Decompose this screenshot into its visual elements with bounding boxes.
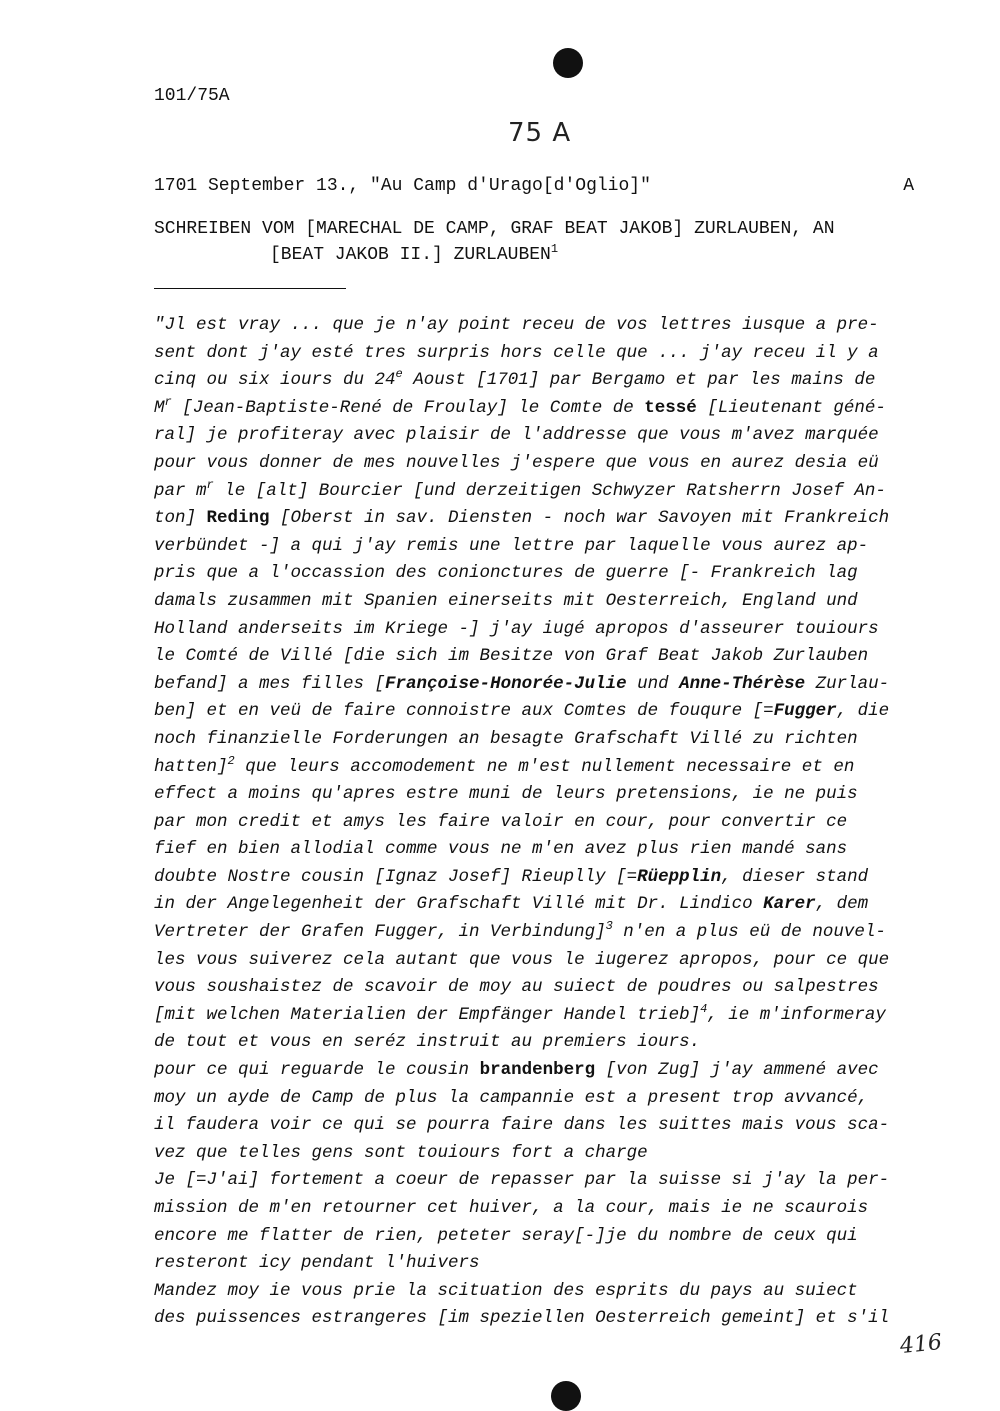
footnote-marker: 1 — [550, 242, 559, 256]
date-place: 1701 September 13., "Au Camp d'Urago[d'Oglio]" — [154, 176, 651, 196]
punch-hole-bottom — [551, 1381, 581, 1411]
body-line: des puissences estrangeres [im speziellen Oesterreich gemeint] et s'il — [154, 1308, 890, 1329]
body-line: par mon credit et amys les faire valoir en cour, pour convertir ce — [154, 811, 848, 832]
body-line: mission de m'en retourner cet huiver, a la cour, mais ie ne scaurois — [154, 1198, 869, 1218]
body-line: cinq ou six iours du 24e Aoust [1701] par Bergamo et par les mains de — [154, 367, 876, 391]
handwritten-folio: 416 — [898, 1329, 944, 1360]
heading-line-1: SCHREIBEN VOM [MARECHAL DE CAMP, GRAF BEAT JAKOB] ZURLAUBEN, AN — [154, 219, 835, 239]
document-reference: 101/75A — [154, 86, 230, 106]
letter-heading — [154, 216, 924, 268]
body-line: ben] et en veü de faire connoistre aux Comtes de fouqure [=Fugger, die — [154, 701, 890, 722]
heading-line-2 — [154, 242, 924, 268]
body-line: noch finanzielle Forderungen an besagte Grafschaft Villé zu richten — [154, 728, 858, 749]
body-line: Vertreter der Grafen Fugger, in Verbindung]$^3$ n'en a plus eü de nouvel- — [154, 919, 886, 943]
punch-hole-top — [553, 48, 583, 78]
handwritten-number: 75 A — [508, 118, 572, 148]
body-line: [mit welchen Materialien der Empfänger Handel trieb]$^4$, ie m'informeray — [154, 1002, 886, 1025]
heading-line-2-text: [BEAT JAKOB II.] ZURLAUBEN — [270, 245, 551, 265]
separator-rule — [154, 288, 346, 289]
letter-body — [154, 312, 924, 1333]
body-line: pris que a l'occassion des conionctures de guerre [- Frankreich lag — [154, 563, 858, 584]
body-line: verbündet -] a qui j'ay remis une lettre par laquelle vous aurez ap- — [154, 535, 869, 556]
body-line: $M^r$ [Jean-Baptiste-René de Froulay] le Comte de tessé [Lieutenant géné- — [154, 394, 886, 418]
body-line: damals zusammen mit Spanien einerseits mit Oesterreich, England und — [154, 590, 858, 611]
body-line: ton] Reding [Oberst in sav. Diensten - noch war Savoyen mit Frankreich — [154, 508, 890, 529]
body-line: ral] je profiteray avec plaisir de l'addresse que vous m'avez marquée — [154, 425, 879, 446]
body-line: moy un ayde de Camp de plus la campannie est a present trop avvancé, — [154, 1087, 869, 1108]
body-line: vous soushaistez de scavoir de moy au suiect de poudres ou salpestres — [154, 977, 879, 998]
body-line: fief en bien allodial comme vous ne m'en avez plus rien mandé sans — [154, 839, 848, 860]
body-line: resteront icy pendant l'huivers — [154, 1253, 480, 1274]
body-line: encore me flatter de rien, peteter seray[-]je du nombre de ceux qui — [154, 1225, 858, 1246]
body-line: befand] a mes filles [Françoise-Honorée-Julie und Anne-Thérèse Zurlau- — [154, 673, 890, 694]
body-line: hatten]$^2$ que leurs accomodement ne m'est nullement necessaire et en — [154, 753, 855, 777]
body-line: Je [=J'ai] fortement a coeur de repasser par la suisse si j'ay la per- — [154, 1170, 890, 1191]
section-mark: A — [903, 176, 914, 196]
body-line: de tout et vous en seréz instruit au premiers iours. — [154, 1032, 701, 1053]
body-line: Mandez moy ie vous prie la scituation des esprits du pays au suiect — [154, 1280, 858, 1301]
body-line: les vous suiverez cela autant que vous le iugerez apropos, pour ce que — [154, 949, 890, 970]
body-line: Holland anderseits im Kriege -] j'ay iugé apropos d'asseurer touiours — [154, 618, 879, 639]
body-line: vez que telles gens sont touiours fort a charge — [154, 1142, 648, 1163]
body-line: sent dont j'ay esté tres surpris hors celle que ... j'ay receu il y a — [154, 342, 879, 363]
body-line: pour ce qui reguarde le cousin brandenberg [von Zug] j'ay ammené avec — [154, 1060, 879, 1081]
body-line: il faudera voir ce qui se pourra faire dans les suittes mais vous sca- — [154, 1115, 890, 1136]
body-line: effect a moins qu'apres estre muni de leurs pretensions, ie ne puis — [154, 784, 858, 805]
body-line: doubte Nostre cousin [Ignaz Josef] Rieuplly [=Rüepplin, dieser stand — [154, 866, 869, 887]
body-line: in der Angelegenheit der Grafschaft Villé mit Dr. Lindico Karer, dem — [154, 894, 869, 915]
body-line: par $m^r$ le [alt] Bourcier [und derzeitigen Schwyzer Ratsherrn Josef An- — [154, 477, 886, 501]
body-line: "Jl est vray ... que je n'ay point receu de vos lettres iusque a pre- — [154, 315, 879, 335]
body-line: le Comté de Villé [die sich im Besitze von Graf Beat Jakob Zurlauben — [154, 646, 869, 667]
body-line: pour vous donner de mes nouvelles j'espere que vous en aurez desia eü — [154, 452, 879, 473]
